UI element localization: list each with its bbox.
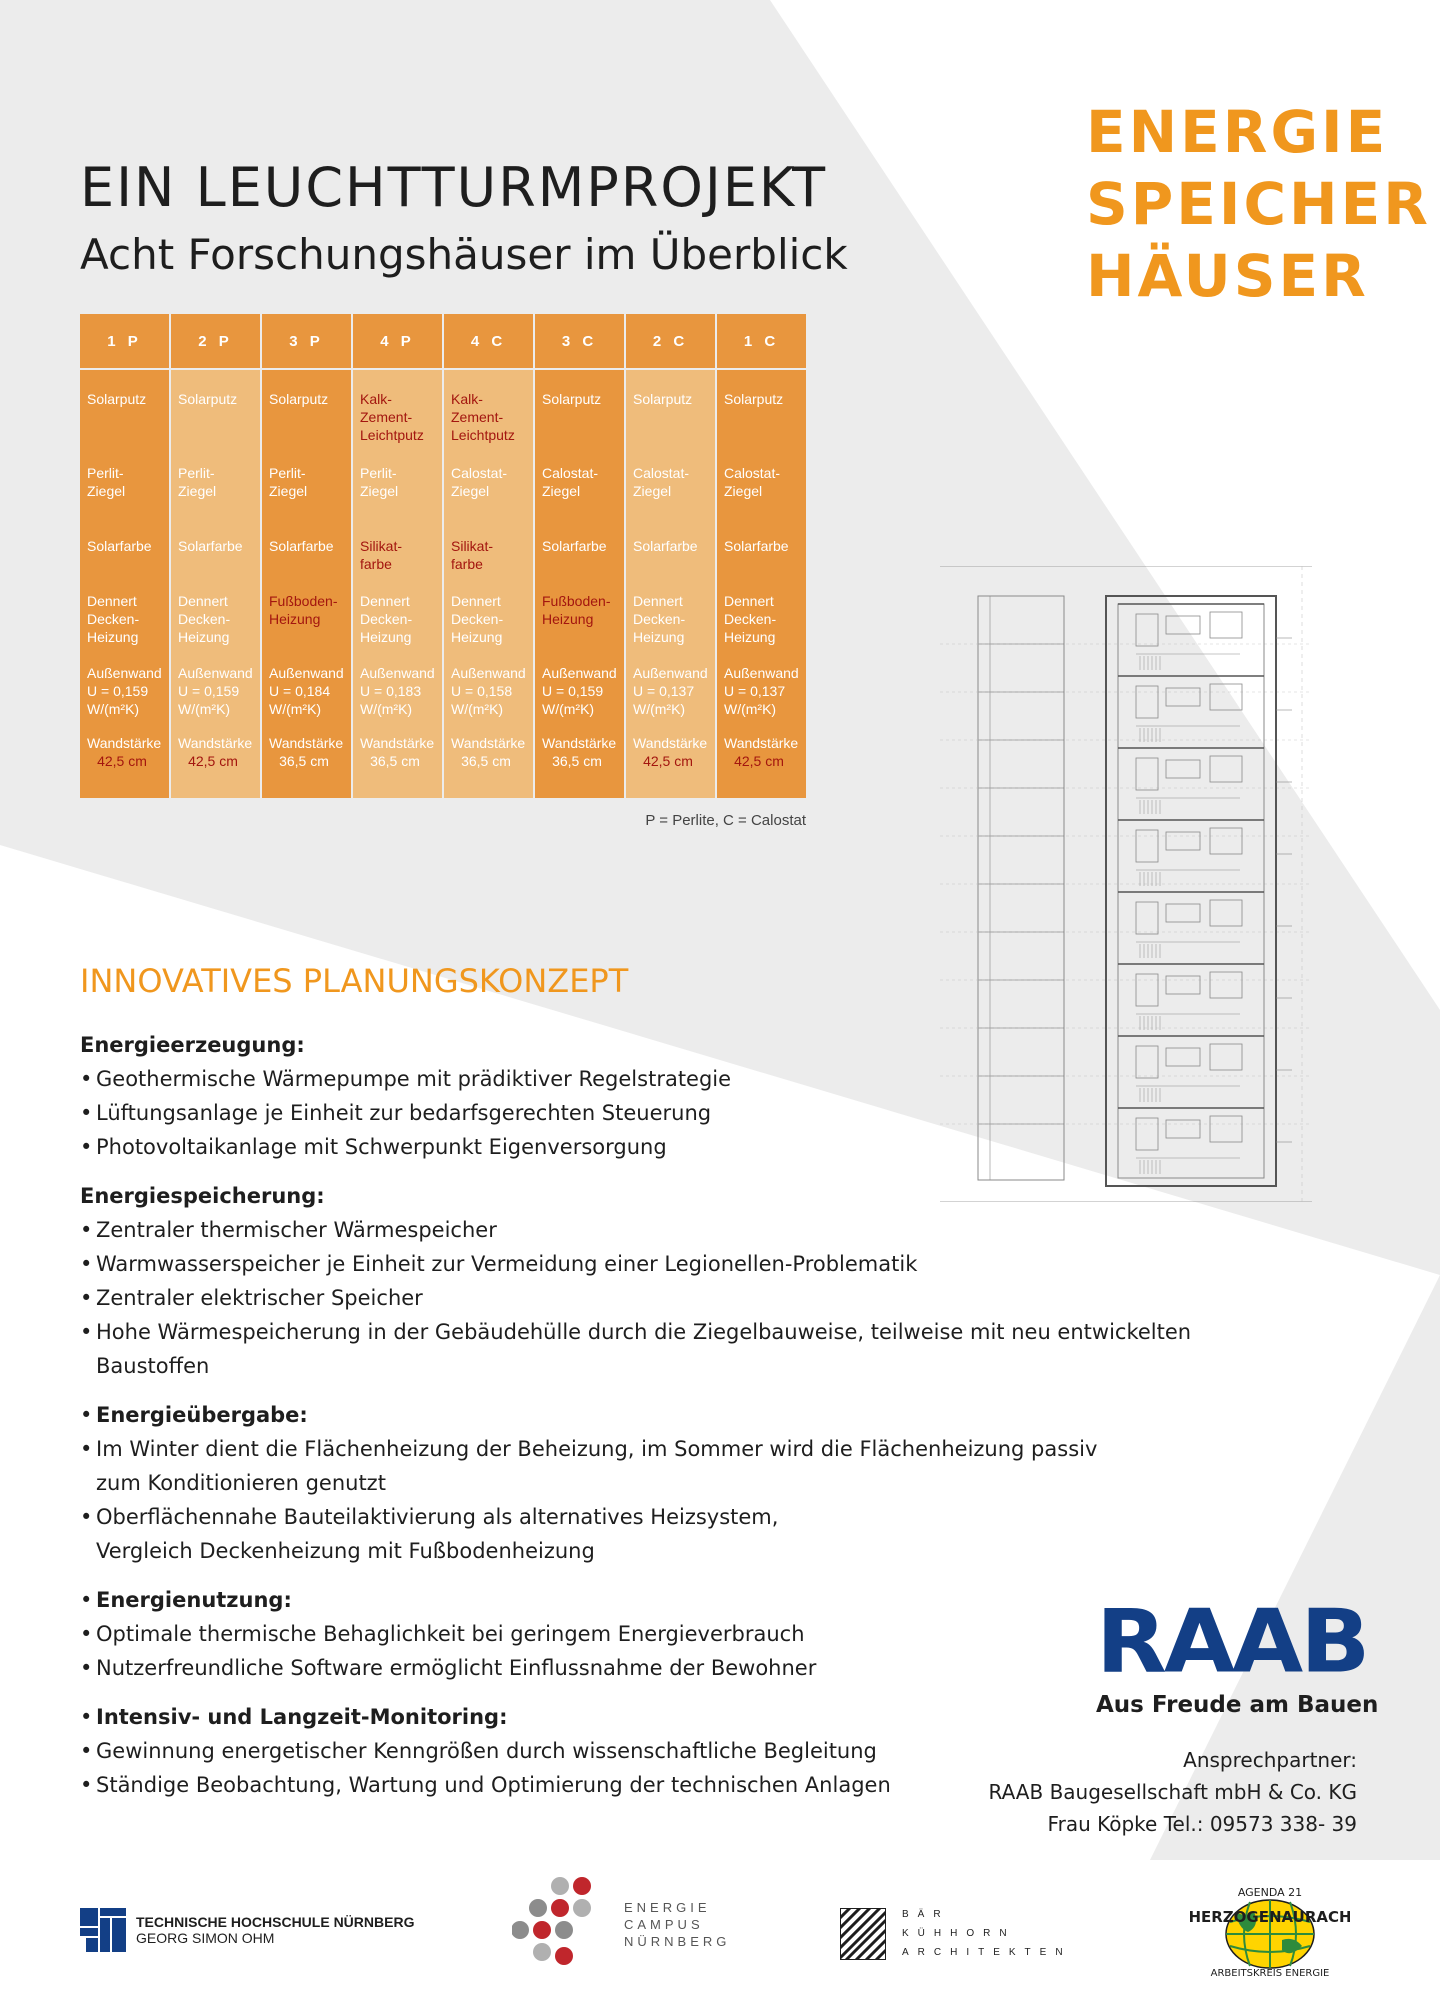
brand-line-3: HÄUSER <box>1086 242 1369 310</box>
column-body <box>171 370 260 798</box>
list-item <box>80 1130 1200 1164</box>
column-body <box>262 370 351 798</box>
cell-uvalue: Außenwand U = 0,159 W/(m²K) <box>178 665 253 717</box>
cell-plaster: Solarputz <box>269 391 329 407</box>
thickness-value: 42,5 cm <box>97 753 147 769</box>
cell-heating: Dennert Decken- Heizung <box>724 593 777 645</box>
table-column <box>80 314 169 798</box>
cell-paint: Solarfarbe <box>269 538 334 554</box>
concept-group <box>80 1583 1200 1685</box>
brand-title <box>1086 96 1431 312</box>
cell-paint: Solarfarbe <box>633 538 698 554</box>
list-item <box>80 1096 1200 1130</box>
cell-plaster: Kalk- Zement- Leichtputz <box>360 391 424 443</box>
cell-uvalue: Außenwand U = 0,183 W/(m²K) <box>360 665 435 717</box>
concept-group-title: Energiespeicherung: <box>80 1184 325 1208</box>
cell-wall-thickness <box>87 734 167 770</box>
list-item-text: Photovoltaikanlage mit Schwerpunkt Eigenversorgung <box>96 1135 667 1159</box>
thickness-value: 36,5 cm <box>461 753 511 769</box>
concept-group <box>80 1179 1200 1383</box>
cell-uvalue: Außenwand U = 0,137 W/(m²K) <box>724 665 799 717</box>
contact-person: Frau Köpke Tel.: 09573 338- 39 <box>1047 1812 1357 1836</box>
brand-line-1: ENERGIE <box>1086 98 1389 166</box>
cell-brick: Calostat- Ziegel <box>451 465 508 499</box>
raab-slogan: Aus Freude am Bauen <box>1096 1692 1379 1718</box>
table-column <box>626 314 715 798</box>
column-header: 3 C <box>535 314 624 368</box>
cell-brick: Calostat- Ziegel <box>724 465 781 499</box>
thickness-value: 36,5 cm <box>370 753 420 769</box>
cell-heating: Dennert Decken- Heizung <box>87 593 140 645</box>
thickness-label: Wandstärke <box>633 735 708 751</box>
concept-group-title: • Energienutzung: <box>80 1583 1200 1617</box>
bullet-icon: • <box>80 1320 93 1344</box>
bk-line-3: ARCHITEKTEN <box>902 1947 1072 1958</box>
ec-line-2: CAMPUS <box>624 1916 704 1932</box>
list-item <box>80 1617 1200 1651</box>
cell-plaster: Solarputz <box>178 391 238 407</box>
column-body <box>444 370 533 798</box>
list-item-text: Warmwasserspeicher je Einheit zur Vermeidung einer Legionellen-Problematik <box>96 1252 918 1276</box>
cell-plaster: Kalk- Zement- Leichtputz <box>451 391 515 443</box>
agenda21-logo <box>1190 1882 1350 1978</box>
bk-line-1: BÄR <box>902 1909 950 1920</box>
thickness-value: 36,5 cm <box>279 753 329 769</box>
list-item-text: Oberflächennahe Bauteilaktivierung als alternatives Heizsystem, Vergleich Deckenheizung mit Fußbodenheizung <box>96 1505 779 1563</box>
list-item <box>80 1062 1200 1096</box>
cell-wall-thickness <box>451 734 531 770</box>
concept-group-title: • Energieübergabe: <box>80 1398 1200 1432</box>
list-item <box>80 1500 1200 1568</box>
cell-heating: Dennert Decken- Heizung <box>633 593 686 645</box>
thickness-value: 36,5 cm <box>552 753 602 769</box>
bullet-icon: • <box>80 1135 93 1159</box>
th-logo-icon <box>80 1908 126 1952</box>
cell-uvalue: Außenwand U = 0,137 W/(m²K) <box>633 665 708 717</box>
contact-block <box>988 1744 1357 1840</box>
list-item-text: Gewinnung energetischer Kenngrößen durch wissenschaftliche Begleitung <box>96 1739 877 1763</box>
column-header: 3 P <box>262 314 351 368</box>
cell-plaster: Solarputz <box>87 391 147 407</box>
thickness-label: Wandstärke <box>87 735 162 751</box>
column-header: 2 C <box>626 314 715 368</box>
thickness-value: 42,5 cm <box>643 753 693 769</box>
thickness-value: 42,5 cm <box>734 753 784 769</box>
cell-heating: Dennert Decken- Heizung <box>360 593 413 645</box>
cell-wall-thickness <box>542 734 622 770</box>
agenda-mid-text: HERZOGENAURACH <box>1190 1908 1350 1926</box>
raab-logo: RAAB <box>1096 1590 1368 1693</box>
ec-line-1: ENERGIE <box>624 1899 711 1915</box>
energie-campus-logo <box>512 1876 730 1972</box>
column-header: 4 P <box>353 314 442 368</box>
list-item <box>80 1247 1200 1281</box>
concept-list <box>80 1028 1200 1817</box>
thickness-label: Wandstärke <box>451 735 526 751</box>
th-name: TECHNISCHE HOCHSCHULE NÜRNBERG <box>136 1914 415 1930</box>
concept-group <box>80 1398 1200 1568</box>
concept-group-title: • Intensiv- und Langzeit-Monitoring: <box>80 1700 1200 1734</box>
list-item <box>80 1315 1200 1383</box>
bullet-icon: • <box>80 1622 93 1646</box>
column-body <box>353 370 442 798</box>
th-subname: GEORG SIMON OHM <box>136 1930 275 1946</box>
list-item-text: Zentraler elektrischer Speicher <box>96 1286 423 1310</box>
list-item-text: Ständige Beobachtung, Wartung und Optimierung der technischen Anlagen <box>96 1773 891 1797</box>
ec-line-3: NÜRNBERG <box>624 1933 731 1949</box>
cell-paint: Silikat- farbe <box>451 538 494 572</box>
cell-heating: Dennert Decken- Heizung <box>451 593 504 645</box>
concept-group <box>80 1028 1200 1164</box>
energie-campus-dots-icon <box>512 1876 608 1972</box>
list-item-text: Optimale thermische Behaglichkeit bei geringem Energieverbrauch <box>96 1622 805 1646</box>
contact-company: RAAB Baugesellschaft mbH & Co. KG <box>988 1780 1357 1804</box>
concept-group-title: Energieerzeugung: <box>80 1033 305 1057</box>
column-body <box>535 370 624 798</box>
table-column <box>171 314 260 798</box>
list-item-text: Geothermische Wärmepumpe mit prädiktiver Regelstrategie <box>96 1067 732 1091</box>
table-column <box>262 314 351 798</box>
bullet-icon: • <box>80 1101 93 1125</box>
brand-line-2: SPEICHER <box>1086 170 1431 238</box>
th-nuernberg-logo <box>80 1908 414 1952</box>
column-header: 1 C <box>717 314 806 368</box>
cell-brick: Perlit- Ziegel <box>87 465 126 499</box>
list-item <box>80 1281 1200 1315</box>
list-item-text: Hohe Wärmespeicherung in der Gebäudehülle durch die Ziegelbauweise, teilweise mit neu entwickelten Baustoffen <box>96 1320 1192 1378</box>
page-title: EIN LEUCHTTURMPROJEKT <box>80 156 828 219</box>
comparison-table <box>80 314 806 798</box>
baer-kuehhorn-logo <box>840 1905 1072 1962</box>
cell-paint: Solarfarbe <box>178 538 243 554</box>
table-column <box>535 314 624 798</box>
concept-heading: INNOVATIVES PLANUNGSKONZEPT <box>80 962 629 1000</box>
table-legend: P = Perlite, C = Calostat <box>645 812 806 829</box>
thickness-label: Wandstärke <box>542 735 617 751</box>
column-body <box>626 370 715 798</box>
thickness-label: Wandstärke <box>178 735 253 751</box>
list-item-text: Nutzerfreundliche Software ermöglicht Einflussnahme der Bewohner <box>96 1656 817 1680</box>
column-body <box>80 370 169 798</box>
cell-uvalue: Außenwand U = 0,158 W/(m²K) <box>451 665 526 717</box>
bullet-icon: • <box>80 1252 93 1276</box>
cell-wall-thickness <box>724 734 804 770</box>
cell-heating: Dennert Decken- Heizung <box>178 593 231 645</box>
cell-brick: Perlit- Ziegel <box>360 465 399 499</box>
list-item-text: Zentraler thermischer Wärmespeicher <box>96 1218 497 1242</box>
cell-heating: Fußboden- Heizung <box>269 593 338 627</box>
list-item <box>80 1651 1200 1685</box>
bullet-icon: • <box>80 1773 93 1797</box>
cell-paint: Silikat- farbe <box>360 538 403 572</box>
column-body <box>717 370 806 798</box>
cell-wall-thickness <box>633 734 713 770</box>
column-header: 1 P <box>80 314 169 368</box>
bullet-icon: • <box>80 1286 93 1310</box>
list-item <box>80 1432 1200 1500</box>
cell-uvalue: Außenwand U = 0,159 W/(m²K) <box>542 665 617 717</box>
cell-heating: Fußboden- Heizung <box>542 593 611 627</box>
agenda-top-text: AGENDA 21 <box>1237 1886 1303 1899</box>
bullet-icon: • <box>80 1505 93 1529</box>
bk-hatch-icon <box>840 1908 886 1960</box>
agenda-bottom-text: ARBEITSKREIS ENERGIE <box>1210 1968 1330 1978</box>
column-header: 2 P <box>171 314 260 368</box>
contact-label: Ansprechpartner: <box>1183 1748 1357 1772</box>
thickness-value: 42,5 cm <box>188 753 238 769</box>
cell-wall-thickness <box>178 734 258 770</box>
page-subtitle: Acht Forschungshäuser im Überblick <box>80 230 848 279</box>
comparison-columns <box>80 314 806 798</box>
list-item-text: Im Winter dient die Flächenheizung der Beheizung, im Sommer wird die Flächenheizung passiv zum Konditionieren genutzt <box>96 1437 1098 1495</box>
thickness-label: Wandstärke <box>360 735 435 751</box>
cell-paint: Solarfarbe <box>724 538 789 554</box>
bullet-icon: • <box>80 1739 93 1763</box>
cell-brick: Calostat- Ziegel <box>542 465 599 499</box>
thickness-label: Wandstärke <box>724 735 799 751</box>
bullet-icon: • <box>80 1067 93 1091</box>
cell-brick: Calostat- Ziegel <box>633 465 690 499</box>
cell-wall-thickness <box>269 734 349 770</box>
cell-brick: Perlit- Ziegel <box>178 465 217 499</box>
agenda21-globe-icon <box>1190 1882 1350 1978</box>
list-item <box>80 1213 1200 1247</box>
raab-logo-block <box>1096 1590 1379 1718</box>
cell-brick: Perlit- Ziegel <box>269 465 308 499</box>
table-column <box>444 314 533 798</box>
cell-uvalue: Außenwand U = 0,184 W/(m²K) <box>269 665 344 717</box>
thickness-label: Wandstärke <box>269 735 344 751</box>
table-column <box>717 314 806 798</box>
cell-plaster: Solarputz <box>633 391 693 407</box>
table-column <box>353 314 442 798</box>
bullet-icon: • <box>80 1656 93 1680</box>
column-header: 4 C <box>444 314 533 368</box>
bk-line-2: KÜHHORN <box>902 1928 1016 1939</box>
list-item-text: Lüftungsanlage je Einheit zur bedarfsgerechten Steuerung <box>96 1101 712 1125</box>
bullet-icon: • <box>80 1218 93 1242</box>
cell-uvalue: Außenwand U = 0,159 W/(m²K) <box>87 665 162 717</box>
cell-wall-thickness <box>360 734 440 770</box>
cell-plaster: Solarputz <box>542 391 602 407</box>
cell-plaster: Solarputz <box>724 391 784 407</box>
cell-paint: Solarfarbe <box>87 538 152 554</box>
cell-paint: Solarfarbe <box>542 538 607 554</box>
bullet-icon: • <box>80 1437 93 1461</box>
